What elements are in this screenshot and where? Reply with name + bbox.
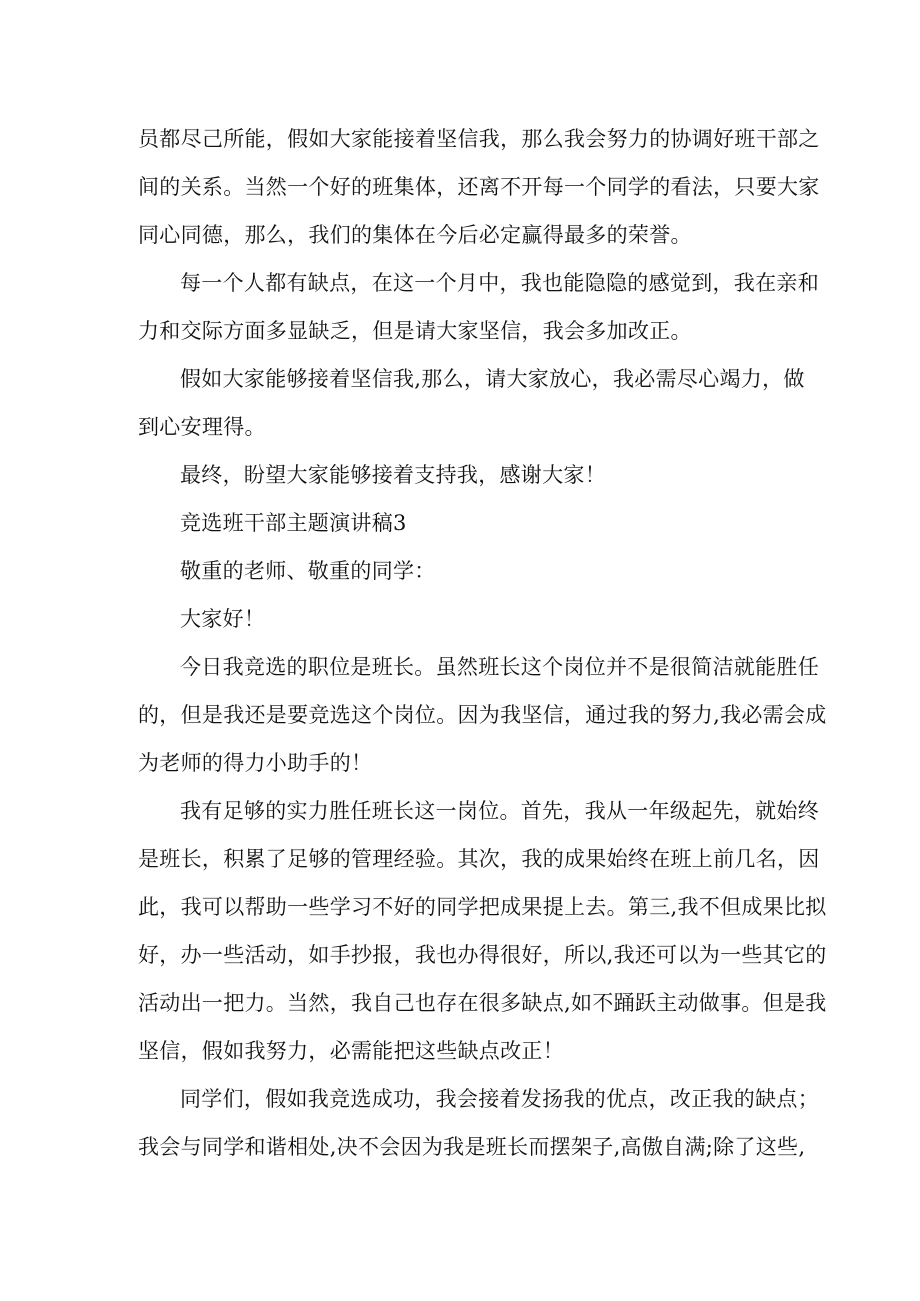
text-line: 坚信，假如我努力，必需能把这些缺点改正！ bbox=[138, 1039, 564, 1063]
text-line: 同心同德，那么，我们的集体在今后必定赢得最多的荣誉。 bbox=[138, 223, 692, 247]
text-line: 为老师的得力小助手的！ bbox=[138, 751, 373, 775]
paragraph-start: 同学们，假如我竞选成功，我会接着发扬我的优点，改正我的缺点； bbox=[180, 1087, 819, 1111]
salutation: 敬重的老师、敬重的同学： bbox=[180, 559, 436, 583]
text-line: 员都尽己所能，假如大家能接着坚信我，那么我会努力的协调好班干部之 bbox=[138, 127, 820, 151]
text-line: 我会与同学和谐相处,决不会因为我是班长而摆架子,高傲自满;除了这些, bbox=[138, 1135, 806, 1159]
text-line: 此，我可以帮助一些学习不好的同学把成果提上去。第三,我不但成果比拟 bbox=[138, 895, 827, 919]
paragraph-start: 我有足够的实力胜任班长这一岗位。首先，我从一年级起先，就始终 bbox=[180, 799, 819, 823]
paragraph-start: 假如大家能够接着坚信我,那么，请大家放心，我必需尽心竭力，做 bbox=[180, 367, 805, 391]
text-line: 到心安理得。 bbox=[138, 415, 266, 439]
text-line: 的，但是我还是要竞选这个岗位。因为我坚信，通过我的努力,我必需会成 bbox=[138, 703, 827, 727]
section-heading: 竞选班干部主题演讲稿3 bbox=[180, 511, 407, 535]
text-line: 间的关系。当然一个好的班集体，还离不开每一个同学的看法，只要大家 bbox=[138, 175, 820, 199]
paragraph-start: 今日我竞选的职位是班长。虽然班长这个岗位并不是很简洁就能胜任 bbox=[180, 655, 819, 679]
text-line: 活动出一把力。当然，我自己也存在很多缺点,如不踊跃主动做事。但是我 bbox=[138, 991, 827, 1015]
text-line: 好，办一些活动，如手抄报，我也办得很好，所以,我还可以为一些其它的 bbox=[138, 943, 827, 967]
paragraph-start: 每一个人都有缺点，在这一个月中，我也能隐隐的感觉到，我在亲和 bbox=[180, 271, 819, 295]
paragraph-start: 最终，盼望大家能够接着支持我，感谢大家！ bbox=[180, 463, 606, 487]
greeting: 大家好！ bbox=[180, 607, 266, 631]
text-line: 力和交际方面多显缺乏，但是请大家坚信，我会多加改正。 bbox=[138, 319, 692, 343]
text-line: 是班长，积累了足够的管理经验。其次，我的成果始终在班上前几名，因 bbox=[138, 847, 820, 871]
